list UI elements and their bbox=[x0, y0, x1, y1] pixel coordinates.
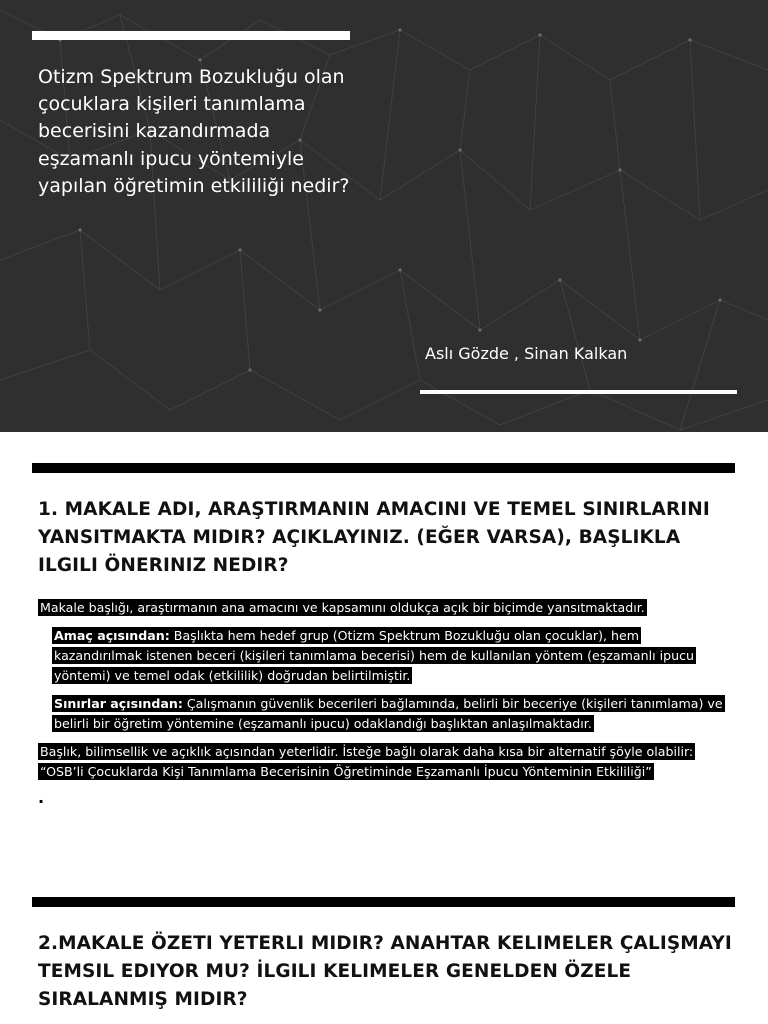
limits-text: Çalışmanın güvenlik becerileri bağlamında, belirli bir beceriye (kişileri tanımlama) ve belirli bir öğretim yöntemine (eşzamanlı ipucu) odaklandığı başlıktan anlaşılmaktadır. bbox=[54, 696, 723, 731]
purpose-text: Başlıkta hem hedef grup (Otizm Spektrum Bozukluğu olan çocuklar), hem kazandırılmak istenen beceri (kişileri tanımlama becerisi) hem de kullanılan yöntem (eşzamanlı ipucu yöntemi) ve temel odak (etkililik) doğrudan belirtilmiştir. bbox=[54, 628, 694, 683]
answer-limits bbox=[38, 694, 728, 734]
section1-answers bbox=[38, 598, 728, 790]
section1-divider bbox=[32, 463, 735, 473]
authors: Aslı Gözde , Sinan Kalkan bbox=[425, 344, 628, 363]
hero-bottom-divider bbox=[420, 390, 737, 394]
section2-divider bbox=[32, 897, 735, 907]
article-title: Otizm Spektrum Bozukluğu olan çocuklara kişileri tanımlama becerisini kazandırmada eşzamanlı ipucu yöntemiyle yapılan öğretimin etkililiği nedir? bbox=[38, 66, 350, 197]
purpose-label: Amaç açısından: bbox=[54, 628, 170, 643]
hero-top-divider bbox=[32, 31, 350, 40]
trailing-dot: . bbox=[38, 788, 45, 807]
title-hero bbox=[0, 0, 768, 432]
answer-suggestion: Başlık, bilimsellik ve açıklık açısından yeterlidir. İsteğe bağlı olarak daha kısa bir alternatif şöyle olabilir: “OSB’li Çocuklarda Kişi Tanımlama Becerisinin Öğretiminde Eşzamanlı İpucu Yönteminin Etkililiği” bbox=[40, 744, 694, 779]
answer-intro: Makale başlığı, araştırmanın ana amacını ve kapsamını oldukça açık bir biçimde yansıtmaktadır. bbox=[40, 600, 645, 615]
limits-label: Sınırlar açısından: bbox=[54, 696, 183, 711]
section2-heading: 2.MAKALE ÖZETI YETERLI MIDIR? ANAHTAR KELIMELER ÇALIŞMAYI TEMSIL EDIYOR MU? İLGILI KELIMELER GENELDEN ÖZELE SIRALANMIŞ MIDIR? bbox=[38, 933, 732, 1010]
answer-purpose bbox=[38, 626, 728, 686]
section1-heading: 1. MAKALE ADI, ARAŞTIRMANIN AMACINI VE TEMEL SINIRLARINI YANSITMAKTA MIDIR? AÇIKLAYINIZ. (EĞER VARSA), BAŞLIKLA ILGILI ÖNERINIZ NEDIR? bbox=[38, 499, 710, 576]
